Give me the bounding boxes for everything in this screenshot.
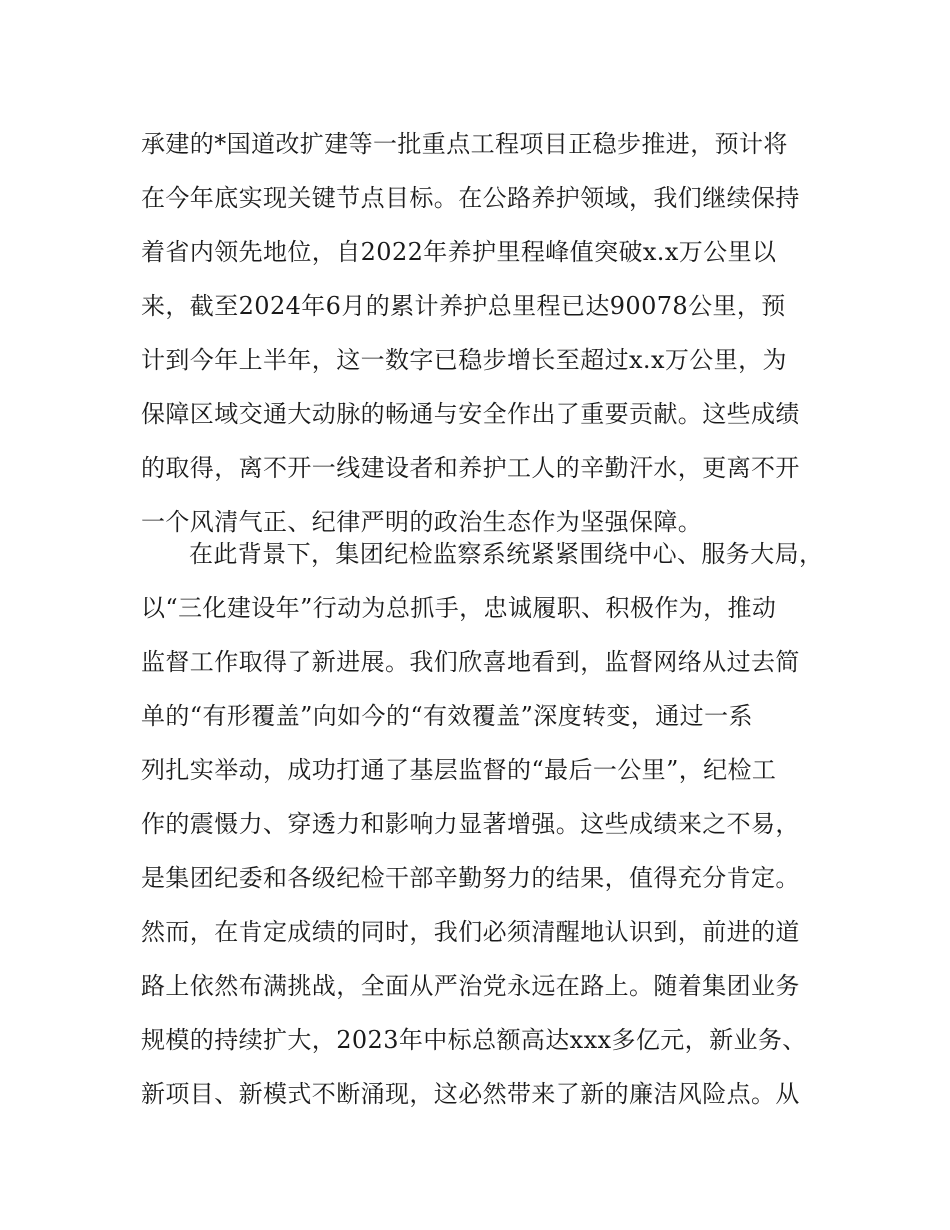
text-line: 承建的*国道改扩建等一批重点工程项目正稳步推进，预计将 <box>141 130 788 158</box>
text-line: 是集团纪委和各级纪检干部辛勤努力的结果，值得充分肯定。 <box>141 864 800 892</box>
paragraph-2 <box>141 527 831 1121</box>
text-line: 一个风清气正、纪律严明的政治生态作为坚强保障。 <box>141 508 703 536</box>
text-line: 在此背景下，集团纪检监察系统紧紧围绕中心、服务大局， <box>189 540 824 568</box>
text-line: 以“三化建设年”行动为总抓手，忠诚履职、积极作为，推动 <box>141 594 777 622</box>
text-line: 的取得，离不开一线建设者和养护工人的辛勤汗水，更离不开 <box>141 454 800 482</box>
text-line: 单的“有形覆盖”向如今的“有效覆盖”深度转变，通过一系 <box>141 702 753 730</box>
text-line: 计到今年上半年，这一数字已稳步增长至超过x.x万公里，为 <box>141 346 787 374</box>
text-line: 路上依然布满挑战，全面从严治党永远在路上。随着集团业务 <box>141 972 800 1000</box>
text-line: 规模的持续扩大，2023年中标总额高达xxx多亿元，新业务、 <box>141 1026 807 1054</box>
paragraph-1 <box>141 117 831 549</box>
text-line: 列扎实举动，成功打通了基层监督的“最后一公里”，纪检工 <box>141 756 777 784</box>
text-line: 监督工作取得了新进展。我们欣喜地看到，监督网络从过去简 <box>141 648 800 676</box>
text-line: 来，截至2024年6月的累计养护总里程已达90078公里，预 <box>141 292 786 320</box>
text-line: 作的震慑力、穿透力和影响力显著增强。这些成绩来之不易， <box>141 810 800 838</box>
text-line: 然而，在肯定成绩的同时，我们必须清醒地认识到，前进的道 <box>141 918 800 946</box>
text-line: 新项目、新模式不断涌现，这必然带来了新的廉洁风险点。从 <box>141 1080 800 1108</box>
text-line: 保障区域交通大动脉的畅通与安全作出了重要贡献。这些成绩 <box>141 400 800 428</box>
text-line: 在今年底实现关键节点目标。在公路养护领域，我们继续保持 <box>141 184 800 212</box>
text-line: 着省内领先地位，自2022年养护里程峰值突破x.x万公里以 <box>141 238 777 266</box>
